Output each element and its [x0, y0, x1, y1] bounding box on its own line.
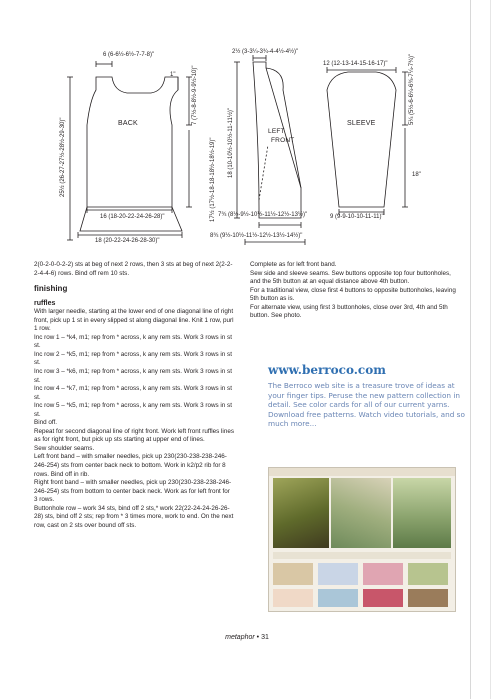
instruction-paragraph: Inc row 4 – *k7, m1; rep from * across, k any rem sts. Work 3 rows in st st.	[34, 385, 232, 401]
page-footer	[0, 634, 494, 641]
instruction-paragraph: Left front band – with smaller needles, pick up 230(230-238-238-246-246-254) sts from center back neck to bottom. Work in k2/p2 rib for 8 rows. Bind off in rib.	[34, 453, 227, 478]
finishing-heading: finishing	[34, 284, 68, 294]
site-thumbnail	[273, 563, 313, 585]
left-front-label-2: FRONT	[271, 137, 295, 144]
instruction-paragraph: Inc row 2 – *k5, m1; rep from * across, k any rem sts. Work 3 rows in st st.	[34, 350, 232, 367]
berroco-url-link[interactable]: www.berroco.com	[268, 363, 386, 377]
instruction-paragraph: Inc row 1 – *k4, m1; rep from * across, k any rem sts. Work 3 rows in st st.	[34, 333, 232, 350]
instruction-paragraph: Sew shoulder seams.	[34, 444, 95, 452]
back-armhole-measure: 7 (7½-8-8½-9-9½-10)"	[192, 65, 198, 125]
sleeve-top-measure: 12 (12-13-14-15-16-17)"	[323, 61, 388, 67]
instruction-paragraph: Bind off.	[34, 419, 57, 427]
sleeve-label: SLEEVE	[347, 120, 376, 127]
magazine-name: metaphor	[225, 634, 255, 641]
front-top-measure: 2½ (3-3¼-3¾-4-4½-4½)"	[232, 49, 299, 55]
intro-paragraph: 2(0-2-0-0-2-2) sts at beg of next 2 rows, then 3 sts at beg of next 2(2-2-2-4-4-6) rows. Bind off rem 10 sts.	[34, 261, 233, 277]
website-screenshot-image	[268, 467, 456, 612]
front-bottom-width-measure: 8¾ (9½-10½-11½-12½-13½-14½)"	[210, 233, 303, 239]
front-lower-width-measure: 7¾ (8½-9½-10½-11½-12½-13½)"	[218, 212, 308, 218]
right-text-column	[250, 261, 458, 321]
instruction-paragraph: Buttonhole row – work 34 sts, bind off 2 sts,* work 22(22-24-24-26-26-28) sts, bind off 2 sts; rep from * 3 times more, work to end. On the next row, cast on 2 sts over bound off sts.	[34, 504, 234, 529]
left-text-column	[34, 261, 234, 530]
site-thumbnail	[318, 563, 358, 585]
yarn-photo	[331, 478, 391, 548]
instruction-paragraph: Complete as for left front band.	[250, 261, 337, 268]
footer-separator: •	[254, 634, 262, 641]
back-length-measure: 25½ (26-27-27½-28½-29-30)"	[60, 117, 66, 197]
back-lower-width-measure: 18 (20-22-24-26-28-30)"	[95, 238, 160, 244]
knit-detail-photo	[393, 478, 451, 548]
site-header-bar	[269, 468, 455, 476]
instruction-paragraph: Inc row 5 – *k5, m1; rep from * across, k any rem sts. Work 3 rows in st st.	[34, 402, 232, 418]
instruction-paragraph: For alternate view, using first 3 buttonholes, close over 3rd, 4th and 5th button. See photo.	[250, 303, 448, 320]
model-photo	[273, 478, 329, 548]
back-shoulder-drop-measure: 1"	[170, 72, 176, 78]
instruction-paragraph: With larger needle, starting at the lower end of one diagonal line of right front, pick up 1 st in every slipped st along diagonal line. Knit 1 row, purl 1 row.	[34, 308, 234, 333]
sleeve-outline	[327, 72, 396, 207]
back-label: BACK	[118, 120, 138, 127]
site-thumbnail	[408, 563, 448, 585]
sleeve-cuff-measure: 9 (9-9-10-10-11-11)"	[330, 214, 384, 220]
site-thumbnail	[273, 589, 313, 607]
instruction-paragraph: Repeat for second diagonal line of right front. Work left front ruffles lines as for right front, but pick up sts starting at upper end of lines.	[34, 427, 234, 444]
sleeve-cap-measure: 5¼ (5½-6-6¼-6¾-7¼-7¾)"	[409, 53, 415, 125]
schematic-drawing	[0, 0, 494, 260]
left-front-label-1: LEFT	[268, 128, 285, 135]
sleeve-length-measure: 18"	[412, 172, 421, 178]
site-thumbnail	[318, 589, 358, 607]
site-nav-strip	[273, 552, 451, 559]
back-outline	[87, 77, 178, 207]
site-thumbnail	[363, 589, 403, 607]
page-number: 31	[261, 634, 269, 641]
back-upper-width-measure: 16 (18-20-22-24-26-28)"	[100, 214, 165, 220]
instruction-paragraph: Right front band – with smaller needles, pick up 230(230-238-238-246-246-254) sts from bottom to center back neck. Work as for left front for 3 rows.	[34, 479, 232, 504]
instruction-paragraph: For a traditional view, close first 4 buttons to opposite buttonholes, leaving 5th button as is.	[250, 286, 456, 303]
instruction-paragraph: Sew side and sleeve seams. Sew buttons opposite top four buttonholes, and the 5th button at an equal distance above 4th button.	[250, 269, 451, 286]
back-side-measure: 17½ (17½-18-18-18½-18½-19)"	[210, 137, 216, 222]
promo-text: The Berroco web site is a treasure trove of ideas at your finger tips. Peruse the new pattern collection in detail. See color cards for all of our current yarns. Download free patterns. Watch video tutorials, and so much more...	[268, 381, 465, 429]
ruffles-heading: ruffles	[34, 299, 56, 307]
back-shoulder-measure: 6 (6-6½-6½-7-7-8)"	[103, 52, 155, 58]
instruction-paragraph: Inc row 3 – *k6, m1; rep from * across, k any rem sts. Work 3 rows in st st.	[34, 368, 232, 384]
site-thumbnail	[408, 589, 448, 607]
site-thumbnail	[363, 563, 403, 585]
front-length-measure: 18 (10-10½-10½-11-11½)"	[228, 108, 234, 178]
